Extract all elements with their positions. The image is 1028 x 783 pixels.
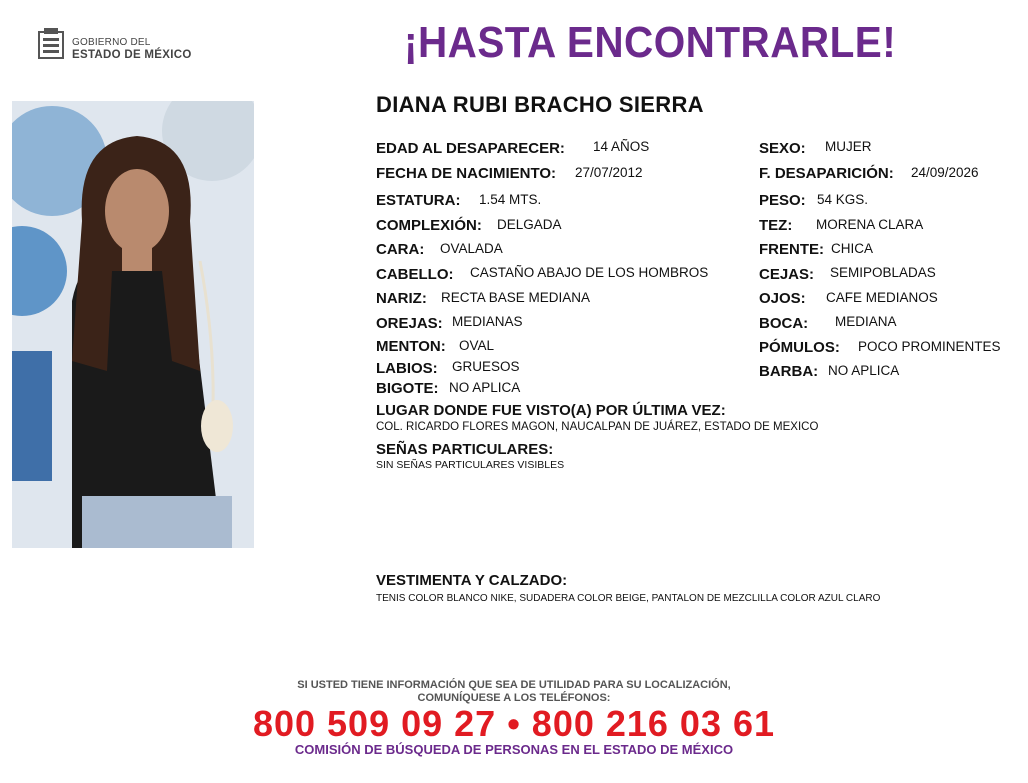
- mouth-label: BOCA:: [759, 315, 809, 332]
- eyebrows-label: CEJAS:: [759, 266, 815, 283]
- disappearance-date-value: 24/09/2026: [911, 165, 979, 180]
- particular-marks-label: SEÑAS PARTICULARES:: [376, 441, 554, 458]
- headline: ¡HASTA ENCONTRARLE!: [404, 18, 897, 67]
- last-seen-label: LUGAR DONDE FUE VISTO(A) POR ÚLTIMA VEZ:: [376, 402, 726, 419]
- chin-label: MENTON:: [376, 338, 446, 355]
- footer-info-line2: COMUNÍQUESE A LOS TELÉFONOS:: [417, 692, 611, 704]
- eyes-value: CAFE MEDIANOS: [826, 290, 938, 305]
- person-photo: [12, 101, 254, 548]
- clothing-label: VESTIMENTA Y CALZADO:: [376, 572, 568, 589]
- face-value: OVALADA: [440, 241, 503, 256]
- forehead-value: CHICA: [831, 241, 874, 256]
- skin-tone-label: TEZ:: [759, 217, 793, 234]
- eyebrows-value: SEMIPOBLADAS: [830, 265, 936, 280]
- beard-value: NO APLICA: [828, 363, 900, 378]
- eyes-label: OJOS:: [759, 290, 806, 307]
- disappearance-date-label: F. DESAPARICIÓN:: [759, 165, 894, 182]
- seal-icon: [36, 26, 66, 62]
- beard-label: BARBA:: [759, 363, 819, 380]
- cheekbones-value: POCO PROMINENTES: [858, 339, 1001, 354]
- sex-label: SEXO:: [759, 140, 806, 157]
- sex-value: MUJER: [825, 139, 872, 154]
- age-label: EDAD AL DESAPARECER:: [376, 140, 565, 157]
- hair-label: CABELLO:: [376, 266, 454, 283]
- person-name: DIANA RUBI BRACHO SIERRA: [376, 92, 704, 117]
- lips-value: GRUESOS: [452, 359, 520, 374]
- cheekbones-label: PÓMULOS:: [759, 339, 840, 356]
- ears-label: OREJAS:: [376, 315, 443, 332]
- hair-value: CASTAÑO ABAJO DE LOS HOMBROS: [470, 265, 709, 280]
- birthdate-value: 27/07/2012: [575, 165, 643, 180]
- logo-line2: ESTADO DE MÉXICO: [72, 49, 192, 61]
- forehead-label: FRENTE:: [759, 241, 824, 258]
- lips-label: LABIOS:: [376, 360, 438, 377]
- weight-value: 54 KGS.: [817, 192, 869, 207]
- mouth-value: MEDIANA: [835, 314, 897, 329]
- particular-marks-value: SIN SEÑAS PARTICULARES VISIBLES: [376, 459, 565, 471]
- height-value: 1.54 MTS.: [479, 192, 542, 207]
- clothing-value: TENIS COLOR BLANCO NIKE, SUDADERA COLOR BEIGE, PANTALON DE MEZCLILLA COLOR AZUL CLARO: [376, 593, 881, 604]
- skin-tone-value: MORENA CLARA: [816, 217, 924, 232]
- height-label: ESTATURA:: [376, 192, 461, 209]
- last-seen-value: COL. RICARDO FLORES MAGON, NAUCALPAN DE JUÁREZ, ESTADO DE MEXICO: [376, 421, 819, 433]
- nose-value: RECTA BASE MEDIANA: [441, 290, 591, 305]
- nose-label: NARIZ:: [376, 290, 427, 307]
- chin-value: OVAL: [459, 338, 495, 353]
- government-logo: [36, 26, 206, 66]
- logo-line1: GOBIERNO DEL: [72, 37, 151, 48]
- mustache-label: BIGOTE:: [376, 380, 439, 397]
- age-value: 14 AÑOS: [593, 139, 650, 154]
- footer-info-line1: SI USTED TIENE INFORMACIÓN QUE SEA DE UTILIDAD PARA SU LOCALIZACIÓN,: [297, 679, 731, 691]
- phone-numbers: 800 509 09 27 • 800 216 03 61: [252, 703, 776, 744]
- build-label: COMPLEXIÓN:: [376, 217, 482, 234]
- face-label: CARA:: [376, 241, 425, 258]
- build-value: DELGADA: [497, 217, 562, 232]
- mustache-value: NO APLICA: [449, 380, 521, 395]
- ears-value: MEDIANAS: [452, 314, 523, 329]
- commission-name: COMISIÓN DE BÚSQUEDA DE PERSONAS EN EL ESTADO DE MÉXICO: [294, 742, 734, 757]
- birthdate-label: FECHA DE NACIMIENTO:: [376, 165, 556, 182]
- weight-label: PESO:: [759, 192, 806, 209]
